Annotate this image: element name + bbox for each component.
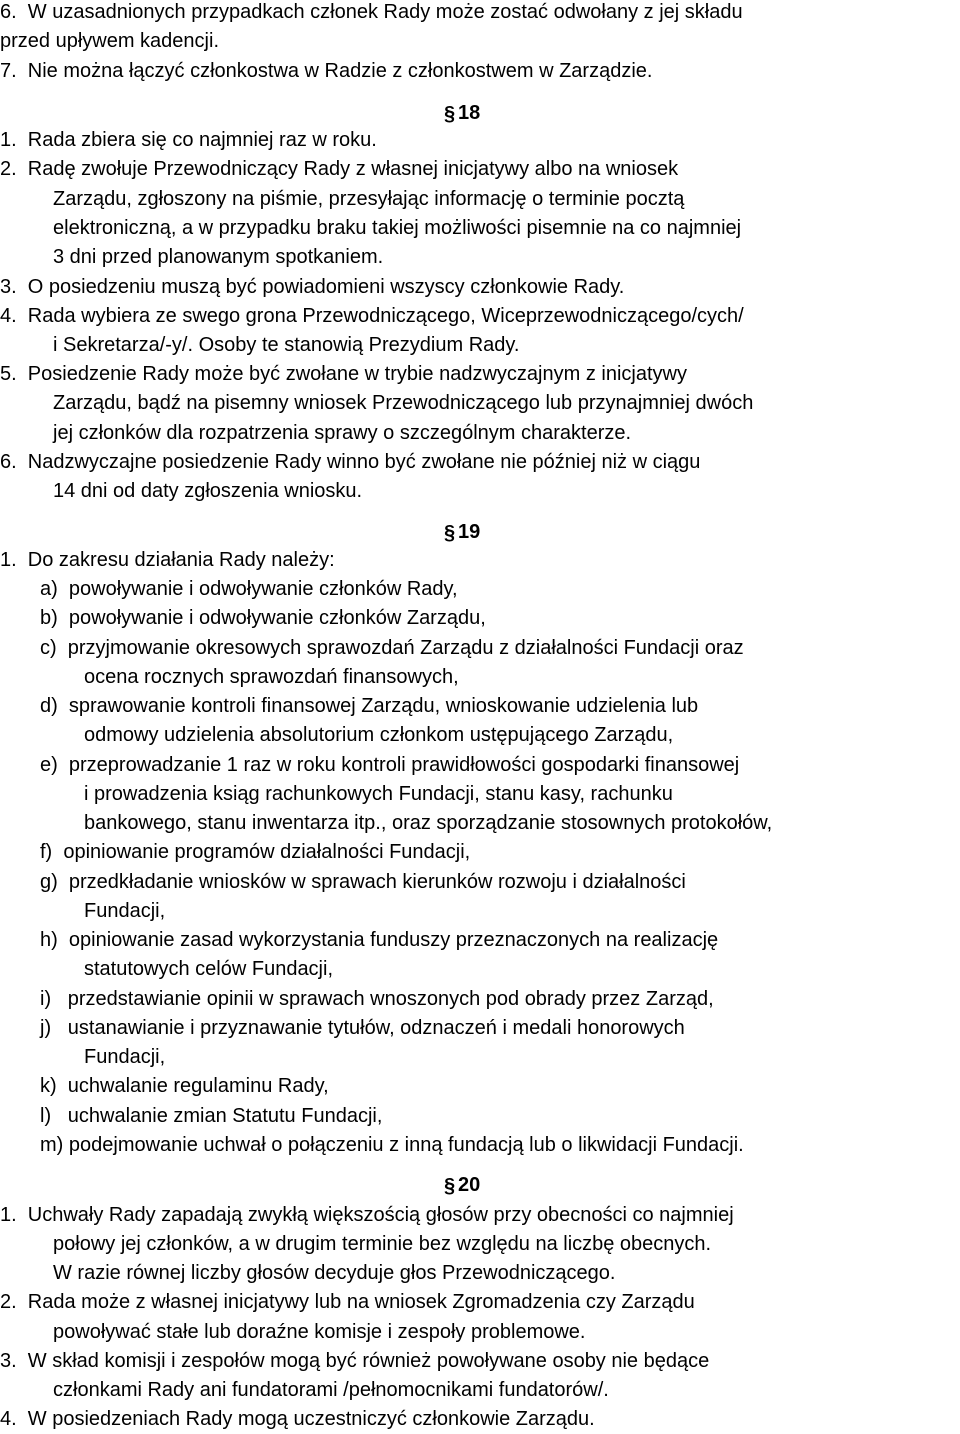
paragraph-line: elektroniczną, a w przypadku braku takiej możliwości pisemnie na co najmniej [53,217,742,239]
paragraph-line: 4. W posiedzeniach Rady mogą uczestniczyć członkowie Zarządu. [0,1408,595,1430]
section-sign-icon [444,101,458,125]
paragraph-line: 2. Rada może z własnej inicjatywy lub na wniosek Zgromadzenia czy Zarządu [0,1291,695,1313]
paragraph-line: i Sekretarza/-y/. Osoby te stanowią Prezydium Rady. [53,334,520,356]
list-item-continuation: Fundacji, [84,1046,166,1068]
paragraph-line: 3 dni przed planowanym spotkaniem. [53,246,384,268]
list-item: l) uchwalanie zmian Statutu Fundacji, [40,1105,383,1127]
paragraph-line: jej członków dla rozpatrzenia sprawy o szczególnym charakterze. [53,422,632,444]
list-item: k) uchwalanie regulaminu Rady, [40,1075,329,1097]
list-item-continuation: i prowadzenia ksiąg rachunkowych Fundacji, stanu kasy, rachunku [84,783,673,805]
list-item-continuation: ocena rocznych sprawozdań finansowych, [84,666,459,688]
list-item: g) przedkładanie wniosków w sprawach kierunków rozwoju i działalności [40,871,686,893]
list-item: e) przeprowadzanie 1 raz w roku kontroli prawidłowości gospodarki finansowej [40,754,740,776]
paragraph-line: 6. W uzasadnionych przypadkach członek Rady może zostać odwołany z jej składu [0,1,743,23]
section-number: 18 [458,102,481,124]
section-number: 19 [458,521,481,543]
paragraph-line: połowy jej członków, a w drugim terminie bez względu na liczbę obecnych. [53,1233,712,1255]
svg-text:§: § [444,522,456,544]
list-item-continuation: Fundacji, [84,900,166,922]
list-item: c) przyjmowanie okresowych sprawozdań Zarządu z działalności Fundacji oraz [40,637,744,659]
section-sign-icon [444,520,458,544]
list-item: f) opiniowanie programów działalności Fundacji, [40,841,471,863]
list-item: h) opiniowanie zasad wykorzystania funduszy przeznaczonych na realizację [40,929,719,951]
list-item: d) sprawowanie kontroli finansowej Zarządu, wnioskowanie udzielenia lub [40,695,699,717]
paragraph-line: 6. Nadzwyczajne posiedzenie Rady winno być zwołane nie później niż w ciągu [0,451,701,473]
paragraph-line: 7. Nie można łączyć członkostwa w Radzie z członkostwem w Zarządzie. [0,60,653,82]
list-item: m) podejmowanie uchwał o połączeniu z inną fundacją lub o likwidacji Fundacji. [40,1134,744,1156]
paragraph-line: 2. Radę zwołuje Przewodniczący Rady z własnej inicjatywy albo na wniosek [0,158,679,180]
paragraph-line: 5. Posiedzenie Rady może być zwołane w trybie nadzwyczajnym z inicjatywy [0,363,687,385]
section-number: 20 [458,1174,481,1196]
paragraph-line: 14 dni od daty zgłoszenia wniosku. [53,480,363,502]
paragraph-line: W razie równej liczby głosów decyduje głos Przewodniczącego. [53,1262,616,1284]
paragraph-line: 4. Rada wybiera ze swego grona Przewodniczącego, Wiceprzewodniczącego/cych/ [0,305,744,327]
paragraph-line: 3. O posiedzeniu muszą być powiadomieni wszyscy członkowie Rady. [0,276,625,298]
svg-text:§: § [444,103,456,125]
paragraph-line: 1. Do zakresu działania Rady należy: [0,549,335,571]
paragraph-line: 3. W skład komisji i zespołów mogą być również powoływane osoby nie będące [0,1350,710,1372]
list-item-continuation: bankowego, stanu inwentarza itp., oraz sporządzanie stosownych protokołów, [84,812,773,834]
section-heading [444,1173,480,1197]
paragraph-line: 1. Rada zbiera się co najmniej raz w roku. [0,129,377,151]
paragraph-line: 1. Uchwały Rady zapadają zwykłą większością głosów przy obecności co najmniej [0,1204,734,1226]
paragraph-line: powoływać stałe lub doraźne komisje i zespoły problemowe. [53,1321,586,1343]
list-item: a) powoływanie i odwoływanie członków Rady, [40,578,458,600]
paragraph-line: Zarządu, zgłoszony na piśmie, przesyłając informację o terminie pocztą [53,188,685,210]
paragraph-line: przed upływem kadencji. [0,30,219,52]
section-sign-icon [444,1173,458,1197]
list-item-continuation: odmowy udzielenia absolutorium członkom ustępującego Zarządu, [84,724,674,746]
paragraph-line: Zarządu, bądź na pisemny wniosek Przewodniczącego lub przynajmniej dwóch [53,392,754,414]
paragraph-line: członkami Rady ani fundatorami /pełnomocnikami fundatorów/. [53,1379,609,1401]
section-heading [444,101,480,125]
section-heading [444,520,480,544]
list-item: i) przedstawianie opinii w sprawach wnoszonych pod obrady przez Zarząd, [40,988,714,1010]
list-item-continuation: statutowych celów Fundacji, [84,958,334,980]
list-item: b) powoływanie i odwoływanie członków Zarządu, [40,607,486,629]
svg-text:§: § [444,1175,456,1197]
list-item: j) ustanawianie i przyznawanie tytułów, odznaczeń i medali honorowych [40,1017,685,1039]
